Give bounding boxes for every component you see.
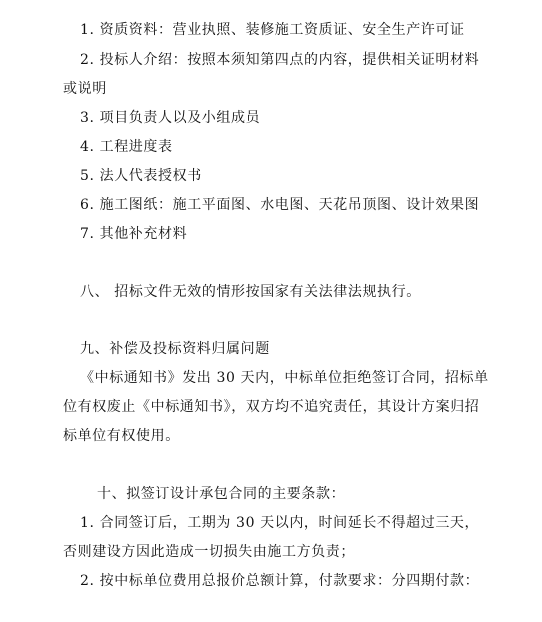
- section-10-item-1-continued: 否则建设方因此造成一切损失由施工方负责；: [63, 544, 355, 560]
- section-9-paragraph-line-1: 《中标通知书》发出 30 天内，中标单位拒绝签订合同，招标单: [80, 370, 489, 386]
- section-8-text: 八、 招标文件无效的情形按国家有关法律法规执行。: [80, 284, 421, 300]
- list-item-authorization: 5. 法人代表授权书: [80, 168, 202, 184]
- list-item-project-team: 3. 项目负责人以及小组成员: [80, 110, 261, 126]
- list-item-bidder-intro-continued: 或说明: [63, 81, 107, 97]
- list-item-other-materials: 7. 其他补充材料: [80, 226, 188, 242]
- list-item-bidder-intro: 2. 投标人介绍：按照本须知第四点的内容，提供相关证明材料: [80, 52, 480, 68]
- section-10-heading: 十、拟签订设计承包合同的主要条款：: [97, 486, 346, 502]
- section-9-heading: 九、补偿及投标资料归属问题: [80, 341, 270, 357]
- list-item-qualification: 1. 资质资料：营业执照、装修施工资质证、安全生产许可证: [80, 22, 465, 38]
- section-10-item-2: 2. 按中标单位费用总报价总额计算，付款要求：分四期付款：: [80, 573, 480, 589]
- section-9-paragraph-line-3: 标单位有权使用。: [63, 428, 180, 444]
- list-item-drawings: 6. 施工图纸：施工平面图、水电图、天花吊顶图、设计效果图: [80, 197, 480, 213]
- section-10-item-1: 1. 合同签订后，工期为 30 天以内，时间延长不得超过三天，: [80, 515, 480, 531]
- section-9-paragraph-line-2: 位有权废止《中标通知书》，双方均不追究责任，其设计方案归招: [63, 399, 480, 415]
- list-item-schedule: 4. 工程进度表: [80, 139, 173, 155]
